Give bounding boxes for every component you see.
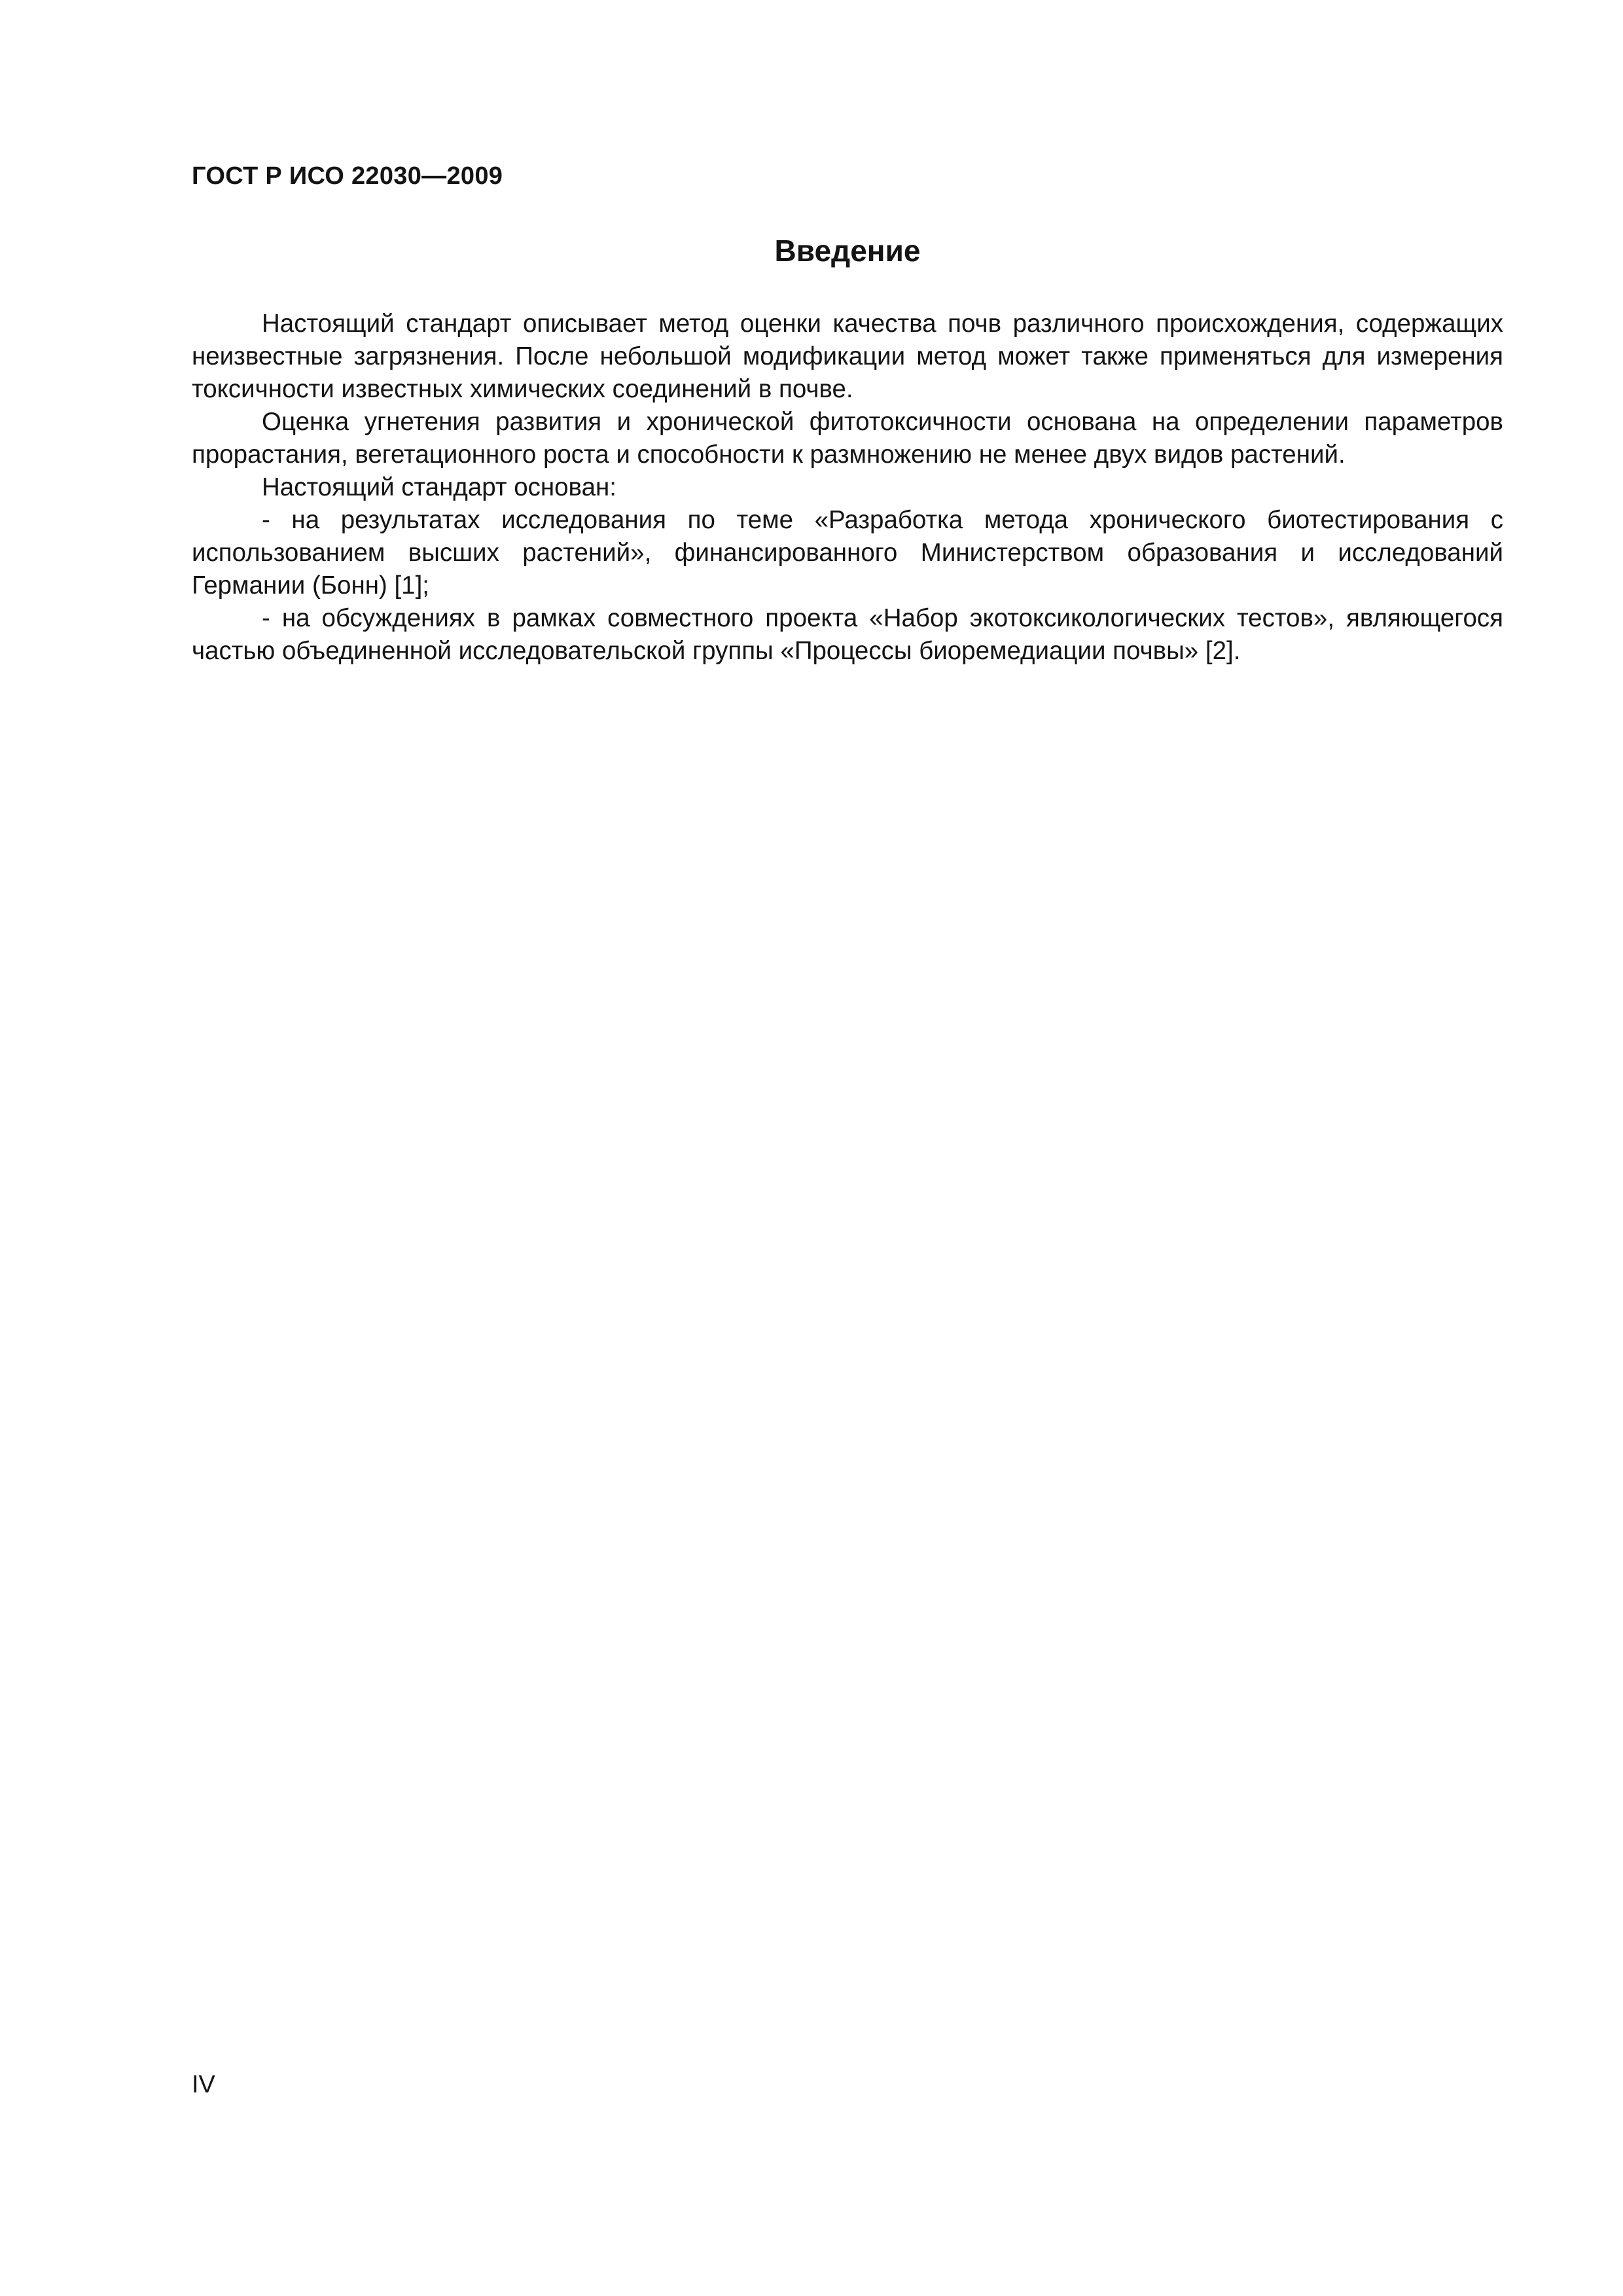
introduction-text (192, 308, 1503, 668)
paragraph: Оценка угнетения развития и хронической фитотоксичности основана на определении параметров прорастания, вегетационного роста и способности к размножению не менее двух видов растений. (192, 408, 1503, 469)
page-number: IV (192, 2071, 215, 2098)
list-item: - на обсуждениях в рамках совместного проекта «Набор экотоксикологических тестов», являющегося частью объединенной исследовательской группы «Процессы биоремедиации почвы» [2]. (192, 604, 1503, 665)
paragraph: Настоящий стандарт описывает метод оценки качества почв различного происхождения, содержащих неизвестные загрязнения. После небольшой модификации метод может также применяться для измерения токсичности известных химических соединений в почве. (192, 310, 1503, 403)
paragraph: Настоящий стандарт основан: (262, 473, 616, 501)
list-item: - на результатах исследования по теме «Разработка метода хронического биотестирования с использованием высших растений», финансированного Министерством образования и исследований Германии (Бонн) [1]; (192, 506, 1503, 600)
document-code: ГОСТ Р ИСО 22030—2009 (192, 162, 503, 190)
section-title: Введение (774, 234, 921, 268)
